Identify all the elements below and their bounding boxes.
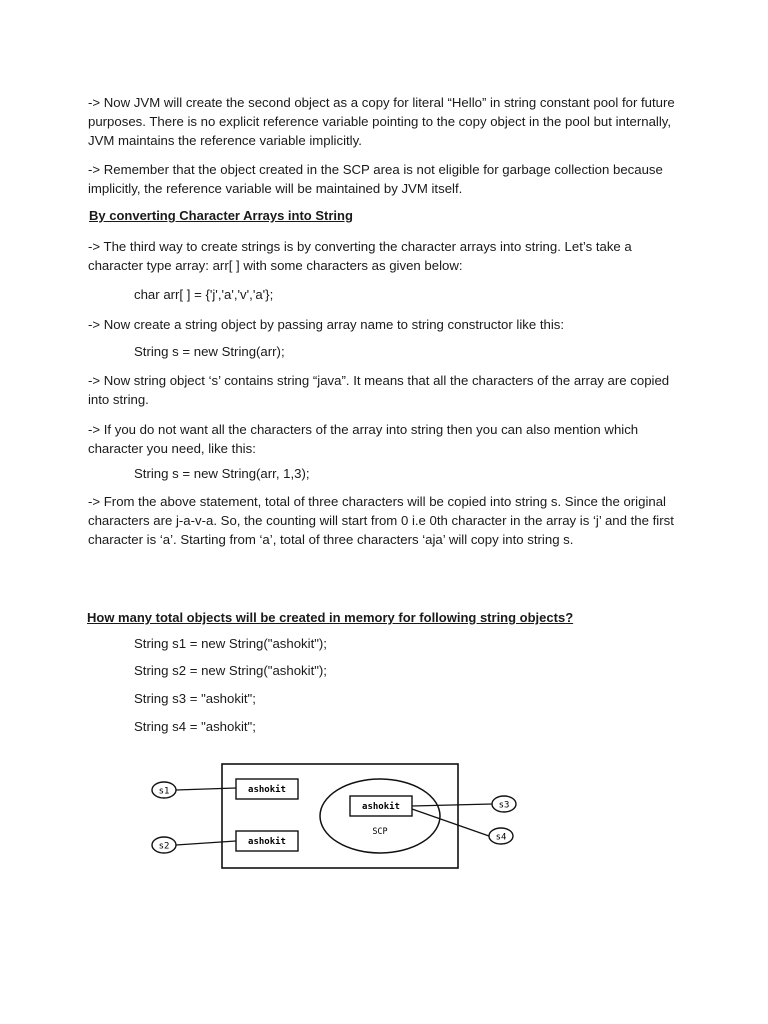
arrow-s4-to-scp (412, 809, 489, 836)
arrow-s2-to-heap (176, 841, 236, 845)
code-s2: String s2 = new String("ashokit"); (134, 663, 327, 678)
code-new-string-arr: String s = new String(arr); (134, 344, 285, 359)
code-s1: String s1 = new String("ashokit"); (134, 636, 327, 651)
scp-object-label: ashokit (362, 802, 400, 812)
code-new-string-offset: String s = new String(arr, 1,3); (134, 466, 310, 481)
heap-object-2-label: ashokit (248, 837, 286, 847)
arrow-s3-to-scp (412, 804, 492, 806)
section-heading-total-objects: How many total objects will be created in memory for following string objects? (87, 610, 574, 625)
paragraph-jvm-copy-object: -> Now JVM will create the second object as a copy for literal “Hello” in string constant pool for future purposes. There is no explicit reference variable pointing to the copy object in the pool but internally, JVM maintains the reference variable implicitly. (88, 95, 675, 148)
paragraph-counting-explanation: -> From the above statement, total of three characters will be copied into string s. Since the original characters are j-a-v-a. So, the counting will start from 0 i.e 0th character in the array is ‘j’ and the first character is ‘a’. Starting from ‘a’, total of three characters ‘aja’ will copy into string s. (88, 494, 674, 547)
paragraph-contains-java: -> Now string object ‘s’ contains string “java”. It means that all the characters of the array are copied into string. (88, 373, 670, 407)
memory-diagram (140, 756, 540, 876)
code-char-array: char arr[ ] = {'j','a','v','a'}; (134, 287, 274, 302)
ref-s3-label: s3 (498, 800, 510, 811)
code-s4: String s4 = "ashokit"; (134, 719, 256, 734)
arrow-s1-to-heap (176, 788, 236, 790)
ref-s4-label: s4 (495, 832, 507, 843)
ref-s2-label: s2 (158, 841, 170, 852)
code-s3: String s3 = "ashokit"; (134, 691, 256, 706)
paragraph-string-constructor: -> Now create a string object by passing array name to string constructor like this: (88, 317, 565, 332)
ref-s1-label: s1 (158, 786, 170, 797)
heap-object-1-label: ashokit (248, 785, 286, 795)
paragraph-scp-garbage-collection: -> Remember that the object created in the SCP area is not eligible for garbage collection because implicitly, the reference variable will be maintained by JVM itself. (88, 162, 663, 196)
paragraph-third-way: -> The third way to create strings is by converting the character arrays into string. Let’s take a character type array: arr[ ] with some characters as given below: (88, 239, 632, 273)
section-heading-char-arrays: By converting Character Arrays into String (89, 208, 353, 223)
paragraph-specific-characters: -> If you do not want all the characters of the array into string then you can also mention which character you need, like this: (88, 422, 639, 456)
scp-label: SCP (372, 827, 388, 837)
